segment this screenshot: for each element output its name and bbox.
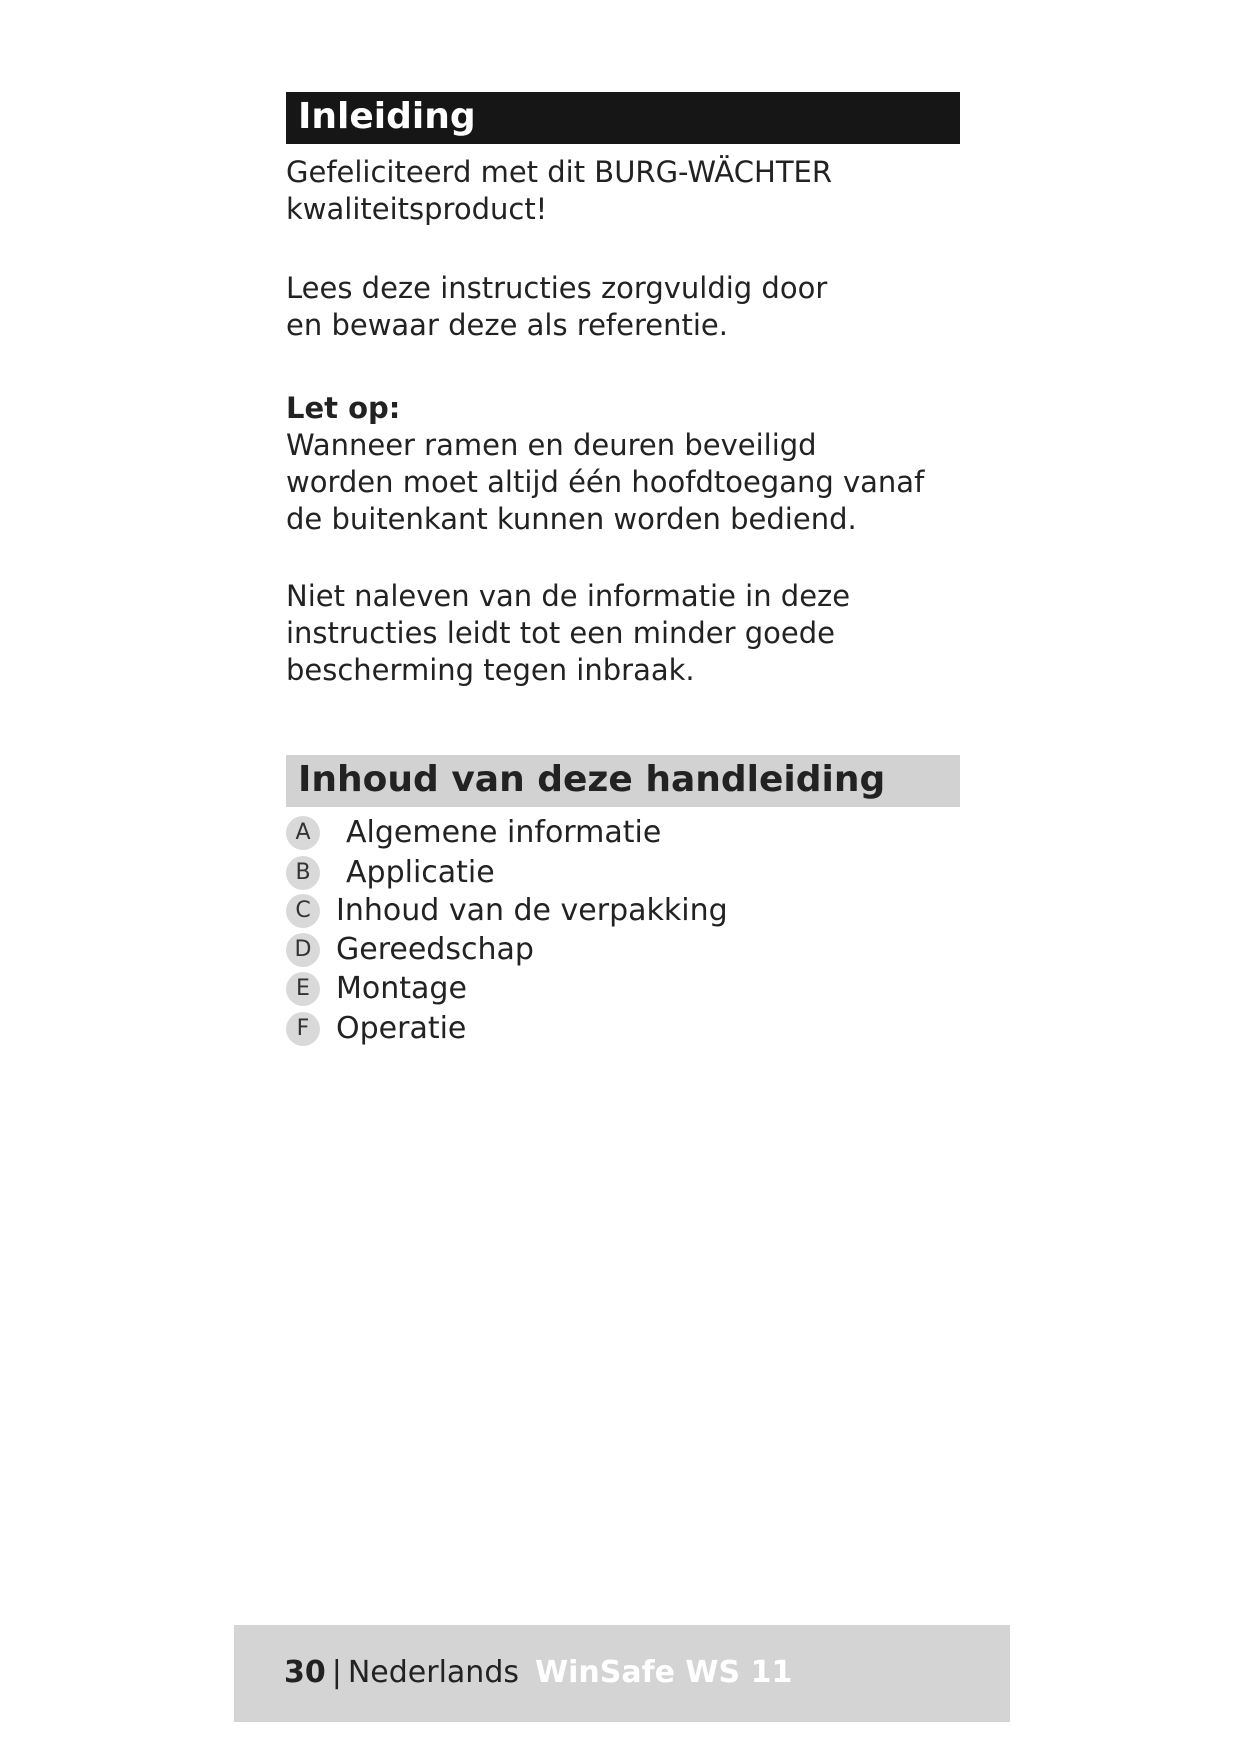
footer-language: Nederlands: [347, 1655, 519, 1690]
toc-letter-badge: A: [286, 816, 320, 850]
toc-label: Gereedschap: [336, 932, 534, 967]
note-text: Wanneer ramen en deuren beveiligd worden moet altijd één hoofdtoegang vanaf de buitenkant kunnen worden bediend.: [286, 428, 925, 536]
toc-letter-badge: B: [286, 856, 320, 890]
toc-label: Inhoud van de verpakking: [336, 893, 728, 928]
toc-label: Applicatie: [346, 855, 495, 890]
section-title: Inhoud van deze handleiding: [298, 759, 886, 800]
toc-label: Algemene informatie: [346, 815, 662, 850]
page-footer: [234, 1625, 1010, 1722]
section-title: Inleiding: [298, 96, 476, 137]
footer-product-name: WinSafe WS 11: [535, 1655, 793, 1690]
intro-paragraph-2: Lees deze instructies zorgvuldig door en bewaar deze als referentie.: [286, 271, 828, 342]
toc-letter-badge: D: [286, 933, 320, 967]
footer-text: [284, 1653, 792, 1693]
intro-paragraph-4: Niet naleven van de informatie in deze instructies leidt tot een minder goede bescherming tegen inbraak.: [286, 579, 851, 687]
page-number: 30: [284, 1655, 326, 1690]
toc-letter-badge: C: [286, 894, 320, 928]
note-block: [286, 390, 986, 538]
footer-separator: |: [331, 1655, 342, 1690]
section-header-introduction: [286, 92, 960, 144]
toc-letter-badge: E: [286, 972, 320, 1006]
toc-letter-badge: F: [286, 1012, 320, 1046]
note-label: Let op:: [286, 391, 401, 425]
toc-label: Montage: [336, 971, 467, 1006]
intro-paragraph-1: Gefeliciteerd met dit BURG-WÄCHTER kwaliteitsproduct!: [286, 155, 833, 226]
section-header-contents: [286, 755, 960, 807]
toc-label: Operatie: [336, 1011, 467, 1046]
